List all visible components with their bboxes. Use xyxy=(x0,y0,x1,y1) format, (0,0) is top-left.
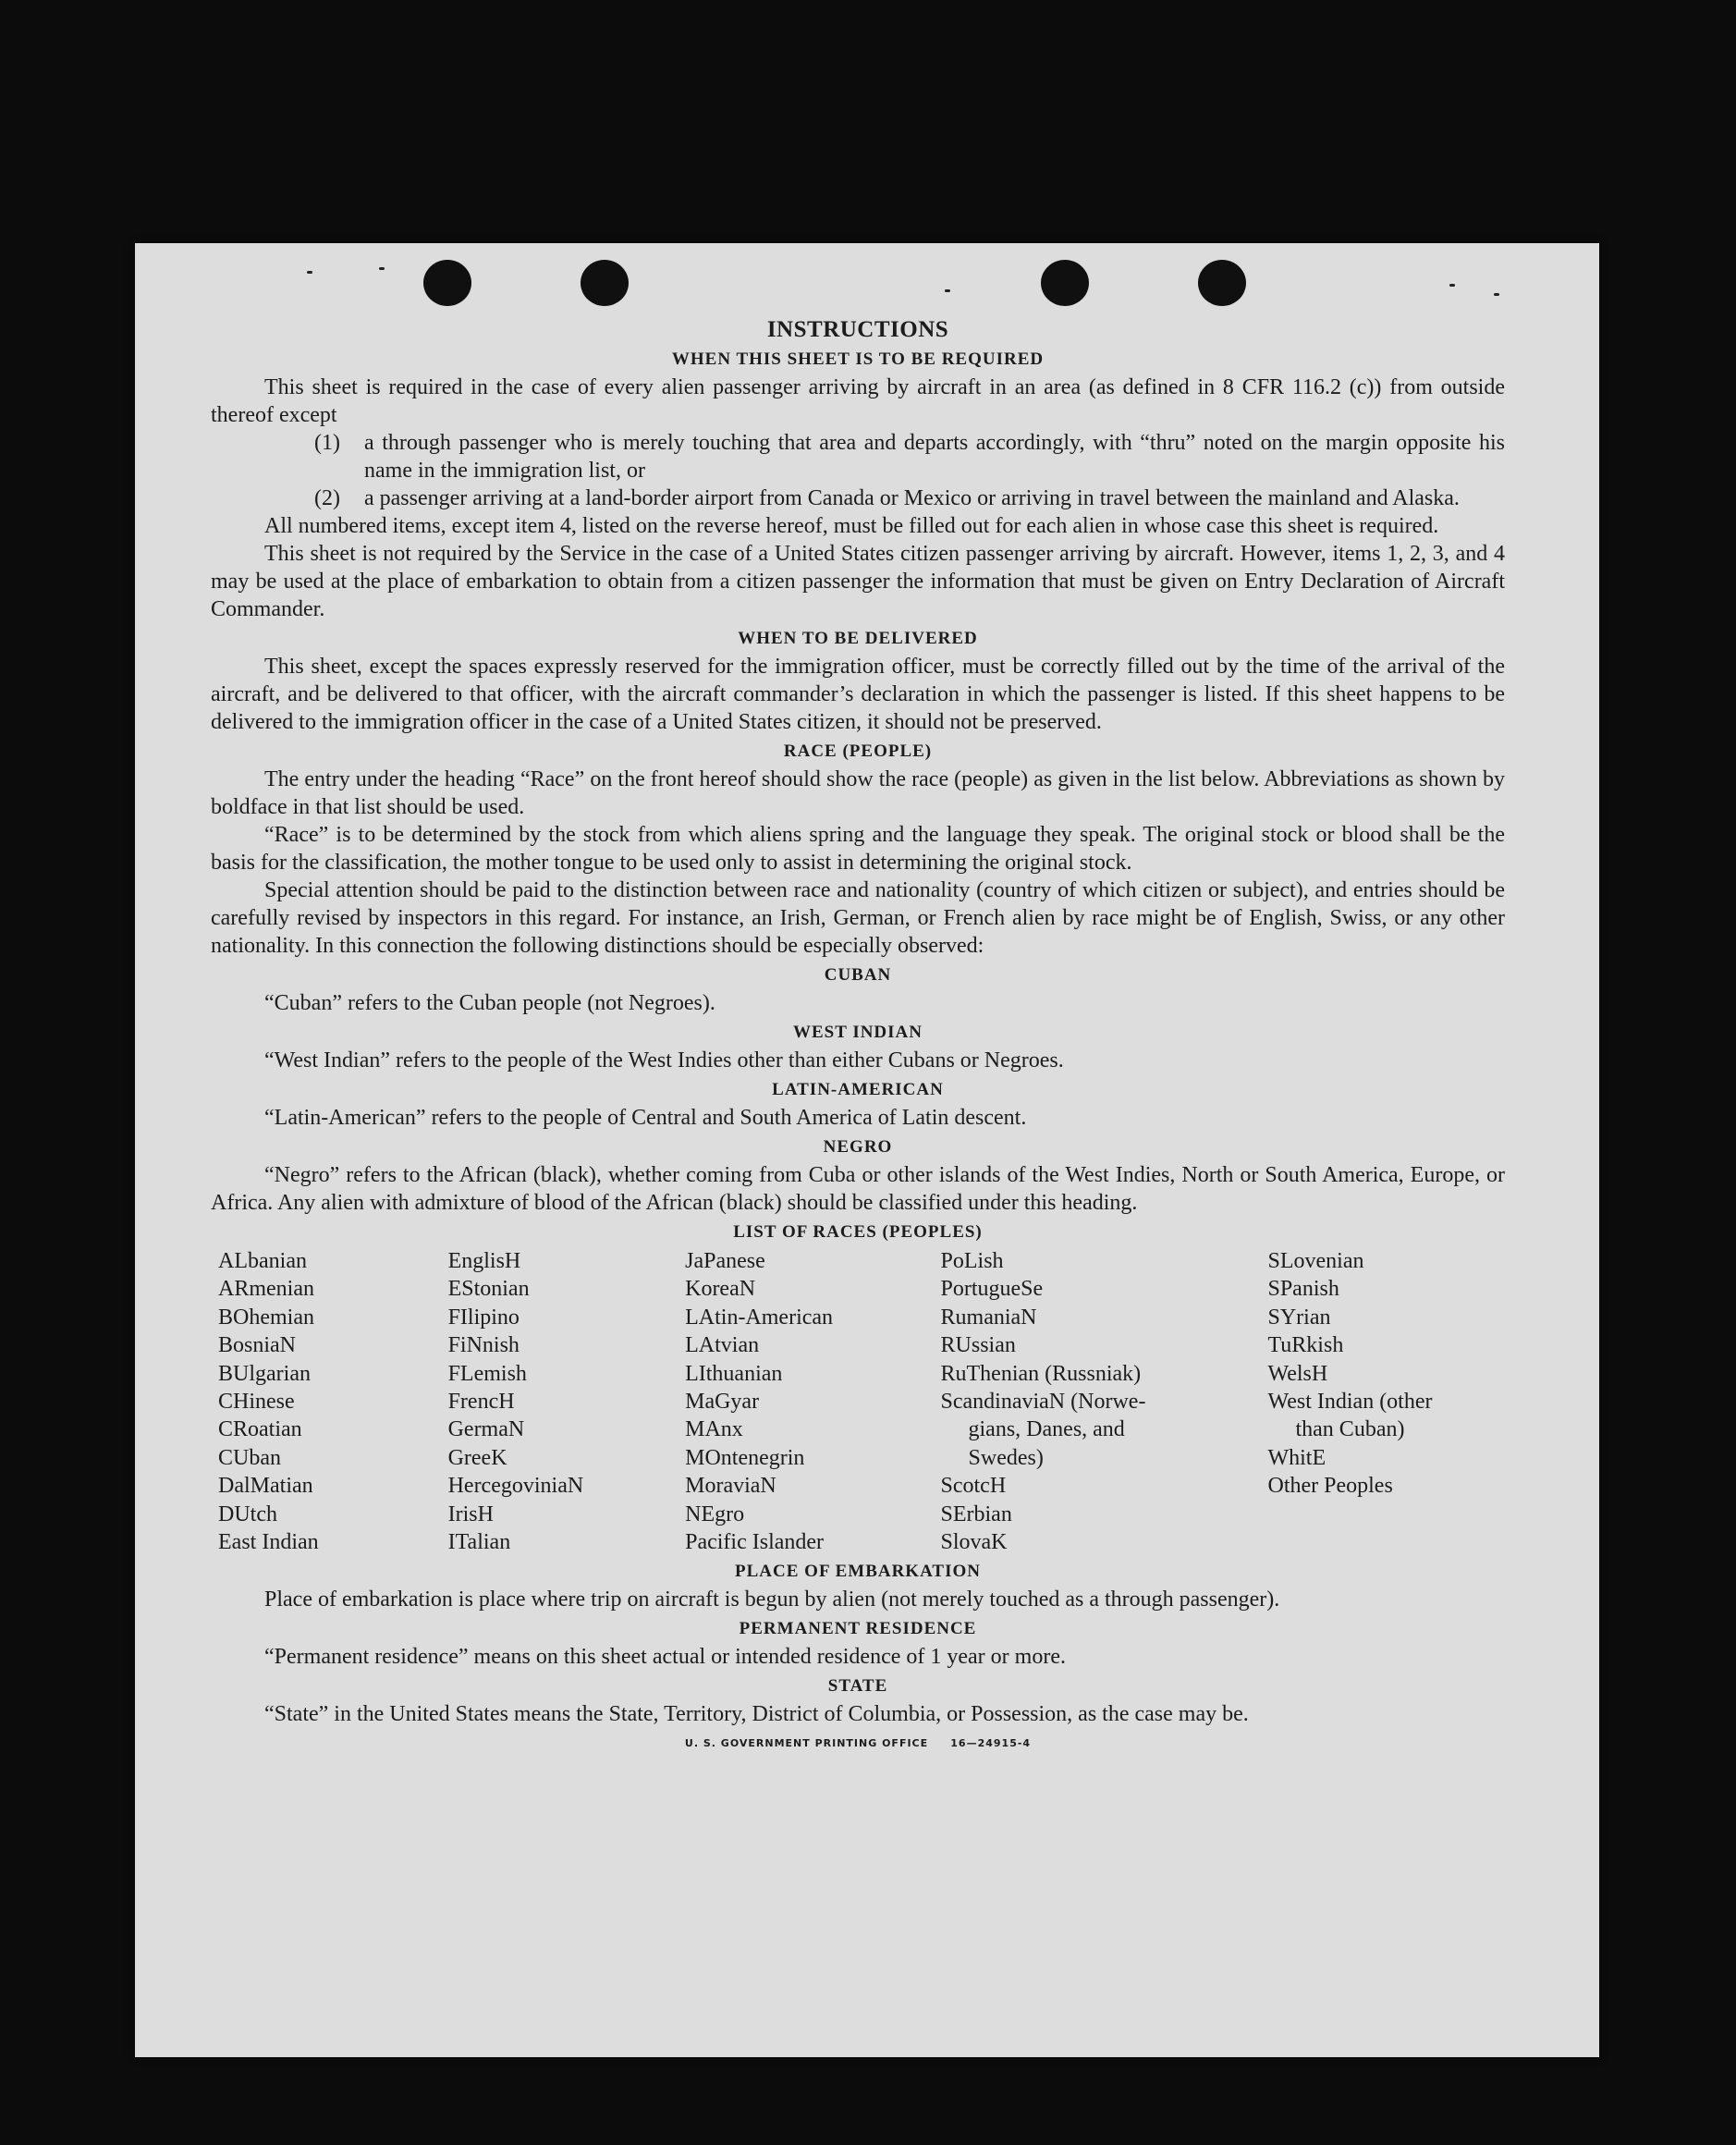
speck xyxy=(307,271,312,274)
section-heading: RACE (PEOPLE) xyxy=(783,742,933,761)
races-column xyxy=(448,1247,686,1556)
section-heading: WHEN TO BE DELIVERED xyxy=(738,629,978,648)
item-text: a through passenger who is merely touching that area and departs accordingly, with “thru” noted on the margin opposite his name in the immigration list, or xyxy=(364,431,1505,483)
section-heading: PLACE OF EMBARKATION xyxy=(735,1562,981,1582)
page-title: INSTRUCTIONS xyxy=(766,317,949,342)
paragraph: “Negro” refers to the African (black), whether coming from Cuba or other islands of the West Indies, North or South America, Europe, or Africa. Any alien with admixture of blood of the African (black) should be classified under this heading. xyxy=(211,1163,1505,1215)
race-entry: MaGyar xyxy=(685,1390,760,1415)
race-entry: BOhemian xyxy=(218,1305,314,1330)
race-entry: LAtvian xyxy=(685,1333,760,1358)
races-column xyxy=(218,1247,448,1556)
race-entry: IrisH xyxy=(447,1502,494,1526)
paragraph: “Latin-American” refers to the people of Central and South America of Latin descent. xyxy=(264,1106,1027,1130)
section-heading: NEGRO xyxy=(823,1137,893,1157)
race-entry: PortugueSe xyxy=(940,1277,1044,1302)
section-heading: WHEN THIS SHEET IS TO BE REQUIRED xyxy=(671,349,1045,369)
race-entry: WelsH xyxy=(1267,1361,1328,1386)
race-entry: SYrian xyxy=(1267,1305,1331,1330)
document-sheet xyxy=(135,243,1599,2057)
race-entry: MOntenegrin xyxy=(685,1445,805,1470)
race-entry: West Indian (other xyxy=(1267,1390,1433,1415)
paragraph: Special attention should be paid to the distinction between race and nationality (country of which citizen or subject), and entries should be carefully revised by inspectors in this regard. For instance, an Irish, German, or French alien by race might be of English, Swiss, or any other nationality. In this connection the following distinctions should be especially observed: xyxy=(211,878,1505,958)
punch-hole xyxy=(581,260,629,306)
race-entry: CUban xyxy=(218,1445,281,1470)
race-entry: LAtin-American xyxy=(685,1305,834,1330)
races-list xyxy=(218,1247,1505,1556)
race-entry: DUtch xyxy=(218,1502,277,1526)
speck xyxy=(1449,284,1455,287)
race-entry: EnglisH xyxy=(447,1249,521,1273)
race-entry: NEgro xyxy=(685,1502,745,1526)
paragraph: All numbered items, except item 4, listed on the reverse hereof, must be filled out for each alien in whose case this sheet is required. xyxy=(264,514,1439,538)
races-column xyxy=(1267,1247,1505,1556)
race-entry: MoraviaN xyxy=(685,1474,776,1499)
race-entry: EStonian xyxy=(447,1277,530,1302)
race-entry: SLovenian xyxy=(1267,1249,1364,1273)
punch-hole xyxy=(423,260,471,306)
race-entry: PoLish xyxy=(940,1249,1004,1273)
punch-hole xyxy=(1198,260,1246,306)
race-entry: FrencH xyxy=(447,1390,515,1415)
races-column xyxy=(685,1247,940,1556)
race-entry: CRoatian xyxy=(218,1417,302,1442)
race-entry: Swedes) xyxy=(968,1445,1044,1470)
section-heading: WEST INDIAN xyxy=(793,1023,923,1042)
paragraph: “Cuban” refers to the Cuban people (not Negroes). xyxy=(264,991,715,1015)
item-number: (1) xyxy=(314,431,340,455)
race-entry: Pacific Islander xyxy=(685,1530,825,1555)
paragraph: The entry under the heading “Race” on the front hereof should show the race (people) as given in the list below. Abbreviations as shown by boldface in that list should be used. xyxy=(211,767,1505,819)
race-entry: RUssian xyxy=(940,1333,1016,1358)
race-entry: MAnx xyxy=(685,1417,743,1442)
paragraph: This sheet is not required by the Service in the case of a United States citizen passenger arriving by aircraft. However, items 1, 2, 3, and 4 may be used at the place of embarkation to obtain from a citizen passenger the information that must be given on Entry Declaration of Aircraft Commander. xyxy=(211,542,1505,621)
section-heading: LIST OF RACES (PEOPLES) xyxy=(733,1222,983,1242)
race-entry: ARmenian xyxy=(218,1277,314,1302)
race-entry: Other Peoples xyxy=(1267,1474,1393,1499)
race-entry: CHinese xyxy=(218,1390,295,1415)
race-entry: ALbanian xyxy=(218,1249,307,1273)
race-entry: FIlipino xyxy=(447,1305,520,1330)
race-entry: SPanish xyxy=(1267,1277,1339,1302)
race-entry: ScotcH xyxy=(940,1474,1007,1499)
paragraph: Place of embarkation is place where trip on aircraft is begun by alien (not merely touched as a through passenger). xyxy=(264,1587,1280,1612)
punch-hole xyxy=(1041,260,1089,306)
race-entry: JaPanese xyxy=(685,1249,765,1273)
race-entry: SErbian xyxy=(940,1502,1012,1526)
race-entry: TuRkish xyxy=(1267,1333,1344,1358)
paragraph: “Race” is to be determined by the stock from which aliens spring and the language they speak. The original stock or blood shall be the basis for the classification, the mother tongue to be used only to assist in determining the original stock. xyxy=(211,823,1505,875)
race-entry: HercegoviniaN xyxy=(447,1474,584,1499)
speck xyxy=(945,289,950,292)
printer-footer: U. S. GOVERNMENT PRINTING OFFICE 16—24915-4 xyxy=(684,1737,1032,1750)
item-text: a passenger arriving at a land-border airport from Canada or Mexico or arriving in travel between the mainland and Alaska. xyxy=(364,486,1460,510)
paragraph: “Permanent residence” means on this sheet actual or intended residence of 1 year or more. xyxy=(264,1645,1066,1670)
speck xyxy=(379,267,385,270)
race-entry: GermaN xyxy=(447,1417,525,1442)
section-heading: LATIN-AMERICAN xyxy=(772,1080,944,1099)
race-entry: BosniaN xyxy=(218,1333,296,1358)
race-entry: RuThenian (Russniak) xyxy=(940,1361,1142,1386)
section-heading: PERMANENT RESIDENCE xyxy=(739,1619,977,1639)
race-entry: DalMatian xyxy=(218,1474,313,1499)
item-number: (2) xyxy=(314,486,340,510)
race-entry: SlovaK xyxy=(940,1530,1008,1555)
race-entry: RumaniaN xyxy=(940,1305,1037,1330)
race-entry: BUlgarian xyxy=(218,1361,311,1386)
race-entry: East Indian xyxy=(218,1530,319,1555)
speck xyxy=(1494,293,1499,296)
race-entry: FLemish xyxy=(447,1361,527,1386)
list-item xyxy=(211,484,1505,512)
section-heading: STATE xyxy=(827,1676,888,1697)
instructions-content xyxy=(211,317,1505,1749)
paragraph: “West Indian” refers to the people of the West Indies other than either Cubans or Negroes. xyxy=(264,1048,1064,1072)
race-entry: FiNnish xyxy=(447,1333,520,1358)
race-entry: WhitE xyxy=(1267,1445,1326,1470)
paragraph: This sheet, except the spaces expressly reserved for the immigration officer, must be correctly filled out by the time of the arrival of the aircraft, and be delivered to that officer, with the aircraft commander’s declaration in which the passenger is listed. If this sheet happens to be delivered to the immigration officer in the case of a United States citizen, it should not be preserved. xyxy=(211,655,1505,734)
race-entry: gians, Danes, and xyxy=(968,1417,1125,1442)
race-entry: than Cuban) xyxy=(1295,1417,1405,1442)
paragraph: This sheet is required in the case of every alien passenger arriving by aircraft in an area (as defined in 8 CFR 116.2 (c)) from outside thereof except xyxy=(211,375,1505,427)
section-heading: CUBAN xyxy=(824,965,892,985)
races-column xyxy=(941,1247,1268,1556)
race-entry: KoreaN xyxy=(685,1277,756,1302)
race-entry: ScandinaviaN (Norwe- xyxy=(940,1390,1146,1415)
race-entry: GreeK xyxy=(447,1445,507,1470)
race-entry: ITalian xyxy=(447,1530,511,1555)
list-item xyxy=(211,429,1505,484)
race-entry: LIthuanian xyxy=(685,1361,783,1386)
paragraph: “State” in the United States means the State, Territory, District of Columbia, or Possession, as the case may be. xyxy=(264,1702,1249,1727)
